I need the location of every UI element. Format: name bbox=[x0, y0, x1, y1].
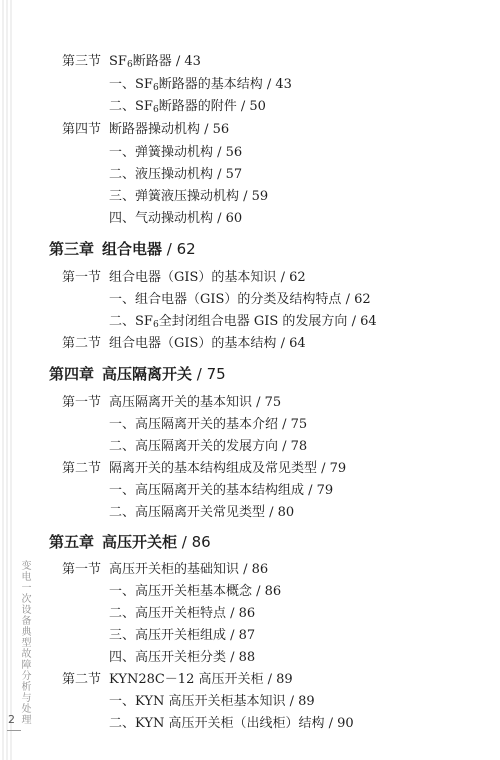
section-title: $SF_6$断路器 bbox=[109, 54, 172, 70]
page-number: 2 bbox=[8, 713, 15, 726]
section-number: 第三节 bbox=[62, 54, 102, 69]
page-ref: / 64 bbox=[347, 314, 377, 329]
page-ref: / 86 bbox=[177, 533, 211, 551]
section-number: 第四节 bbox=[62, 122, 102, 137]
page-ref: / 86 bbox=[252, 584, 282, 599]
toc-section[interactable]: 第一节 高压开关柜的基础知识 / 86 bbox=[62, 562, 269, 577]
page-ref: / 57 bbox=[213, 167, 243, 182]
toc-item[interactable]: 一、组合电器（GIS）的分类及结构特点 / 62 bbox=[109, 292, 371, 307]
toc-item[interactable]: 二、$SF_6$断路器的附件 / 50 bbox=[109, 99, 266, 115]
page-ref: / 75 bbox=[252, 395, 282, 410]
page-ref: / 79 bbox=[304, 483, 334, 498]
page-ref: / 56 bbox=[213, 145, 243, 160]
toc-section[interactable]: 第一节 组合电器（GIS）的基本知识 / 62 bbox=[62, 270, 306, 285]
page-ref: / 56 bbox=[200, 122, 230, 137]
page-ref: / 86 bbox=[239, 562, 269, 577]
page-ref: / 78 bbox=[278, 439, 308, 454]
toc-item[interactable]: 一、高压隔离开关的基本介绍 / 75 bbox=[109, 417, 308, 432]
page-ref: / 60 bbox=[213, 211, 243, 226]
toc-item[interactable]: 二、$SF_6$全封闭组合电器 GIS 的发展方向 / 64 bbox=[109, 314, 377, 330]
chapter-title: 组合电器 bbox=[102, 240, 163, 258]
section-title: 断路器操动机构 bbox=[109, 122, 201, 137]
page-ref: / 62 bbox=[276, 270, 306, 285]
toc-item[interactable]: 二、高压开关柜特点 / 86 bbox=[109, 606, 256, 621]
toc-item[interactable]: 一、$SF_6$断路器的基本结构 / 43 bbox=[109, 77, 292, 93]
toc-item[interactable]: 一、高压开关柜基本概念 / 86 bbox=[109, 584, 282, 599]
page-ref: / 88 bbox=[226, 650, 256, 665]
toc-item[interactable]: 二、KYN 高压开关柜（出线柜）结构 / 90 bbox=[109, 716, 354, 731]
toc-item[interactable]: 二、液压操动机构 / 57 bbox=[109, 167, 243, 182]
toc-section[interactable]: 第二节 隔离开关的基本结构组成及常见类型 / 79 bbox=[62, 461, 347, 476]
toc-section-sf6-breaker[interactable] bbox=[62, 54, 201, 73]
page-ref: / 62 bbox=[341, 292, 371, 307]
toc-item[interactable]: 一、弹簧操动机构 / 56 bbox=[109, 145, 243, 160]
page-ref: / 50 bbox=[236, 99, 266, 114]
page-ref: / 75 bbox=[192, 365, 226, 383]
page-ref: / 86 bbox=[226, 606, 256, 621]
page-ref: / 43 bbox=[171, 54, 201, 69]
toc-section[interactable]: 第二节 KYN28C－12 高压开关柜 / 89 bbox=[62, 672, 293, 687]
toc-item[interactable]: 三、弹簧液压操动机构 / 59 bbox=[109, 189, 269, 204]
page-ref: / 62 bbox=[162, 240, 196, 258]
toc-item[interactable]: 四、气动操动机构 / 60 bbox=[109, 211, 243, 226]
toc-section[interactable]: 第一节 高压隔离开关的基本知识 / 75 bbox=[62, 395, 282, 410]
running-book-title: 变电一次设备典型故障分析与处理 bbox=[19, 560, 30, 725]
toc-section[interactable]: 第二节 组合电器（GIS）的基本结构 / 64 bbox=[62, 336, 306, 351]
page-ref: / 59 bbox=[239, 189, 269, 204]
toc-section-mechanism[interactable] bbox=[62, 122, 229, 138]
page-ref: / 80 bbox=[265, 505, 295, 520]
toc-item[interactable]: 二、高压隔离开关常见类型 / 80 bbox=[109, 505, 295, 520]
toc-item[interactable]: 二、高压隔离开关的发展方向 / 78 bbox=[109, 439, 308, 454]
toc-chapter-5[interactable]: 第五章 高压开关柜 / 86 bbox=[49, 533, 211, 551]
page-ref: / 43 bbox=[262, 77, 292, 92]
toc-item[interactable]: 一、KYN 高压开关柜基本知识 / 89 bbox=[109, 694, 315, 709]
toc-item[interactable]: 一、高压隔离开关的基本结构组成 / 79 bbox=[109, 483, 334, 498]
page-ref: / 79 bbox=[317, 461, 347, 476]
page-ref: / 89 bbox=[263, 672, 293, 687]
page-ref: / 75 bbox=[278, 417, 308, 432]
toc-chapter-3[interactable] bbox=[49, 238, 196, 259]
page-ref: / 90 bbox=[324, 716, 354, 731]
page-ref: / 89 bbox=[285, 694, 315, 709]
toc-item[interactable]: 三、高压开关柜组成 / 87 bbox=[109, 628, 256, 643]
toc-item[interactable]: 四、高压开关柜分类 / 88 bbox=[109, 650, 256, 665]
toc-chapter-4[interactable]: 第四章 高压隔离开关 / 75 bbox=[49, 365, 226, 383]
page-ref: / 87 bbox=[226, 628, 256, 643]
page-number-rule bbox=[7, 730, 21, 731]
chapter-number: 第三章 bbox=[49, 240, 95, 258]
page-ref: / 64 bbox=[276, 336, 306, 351]
